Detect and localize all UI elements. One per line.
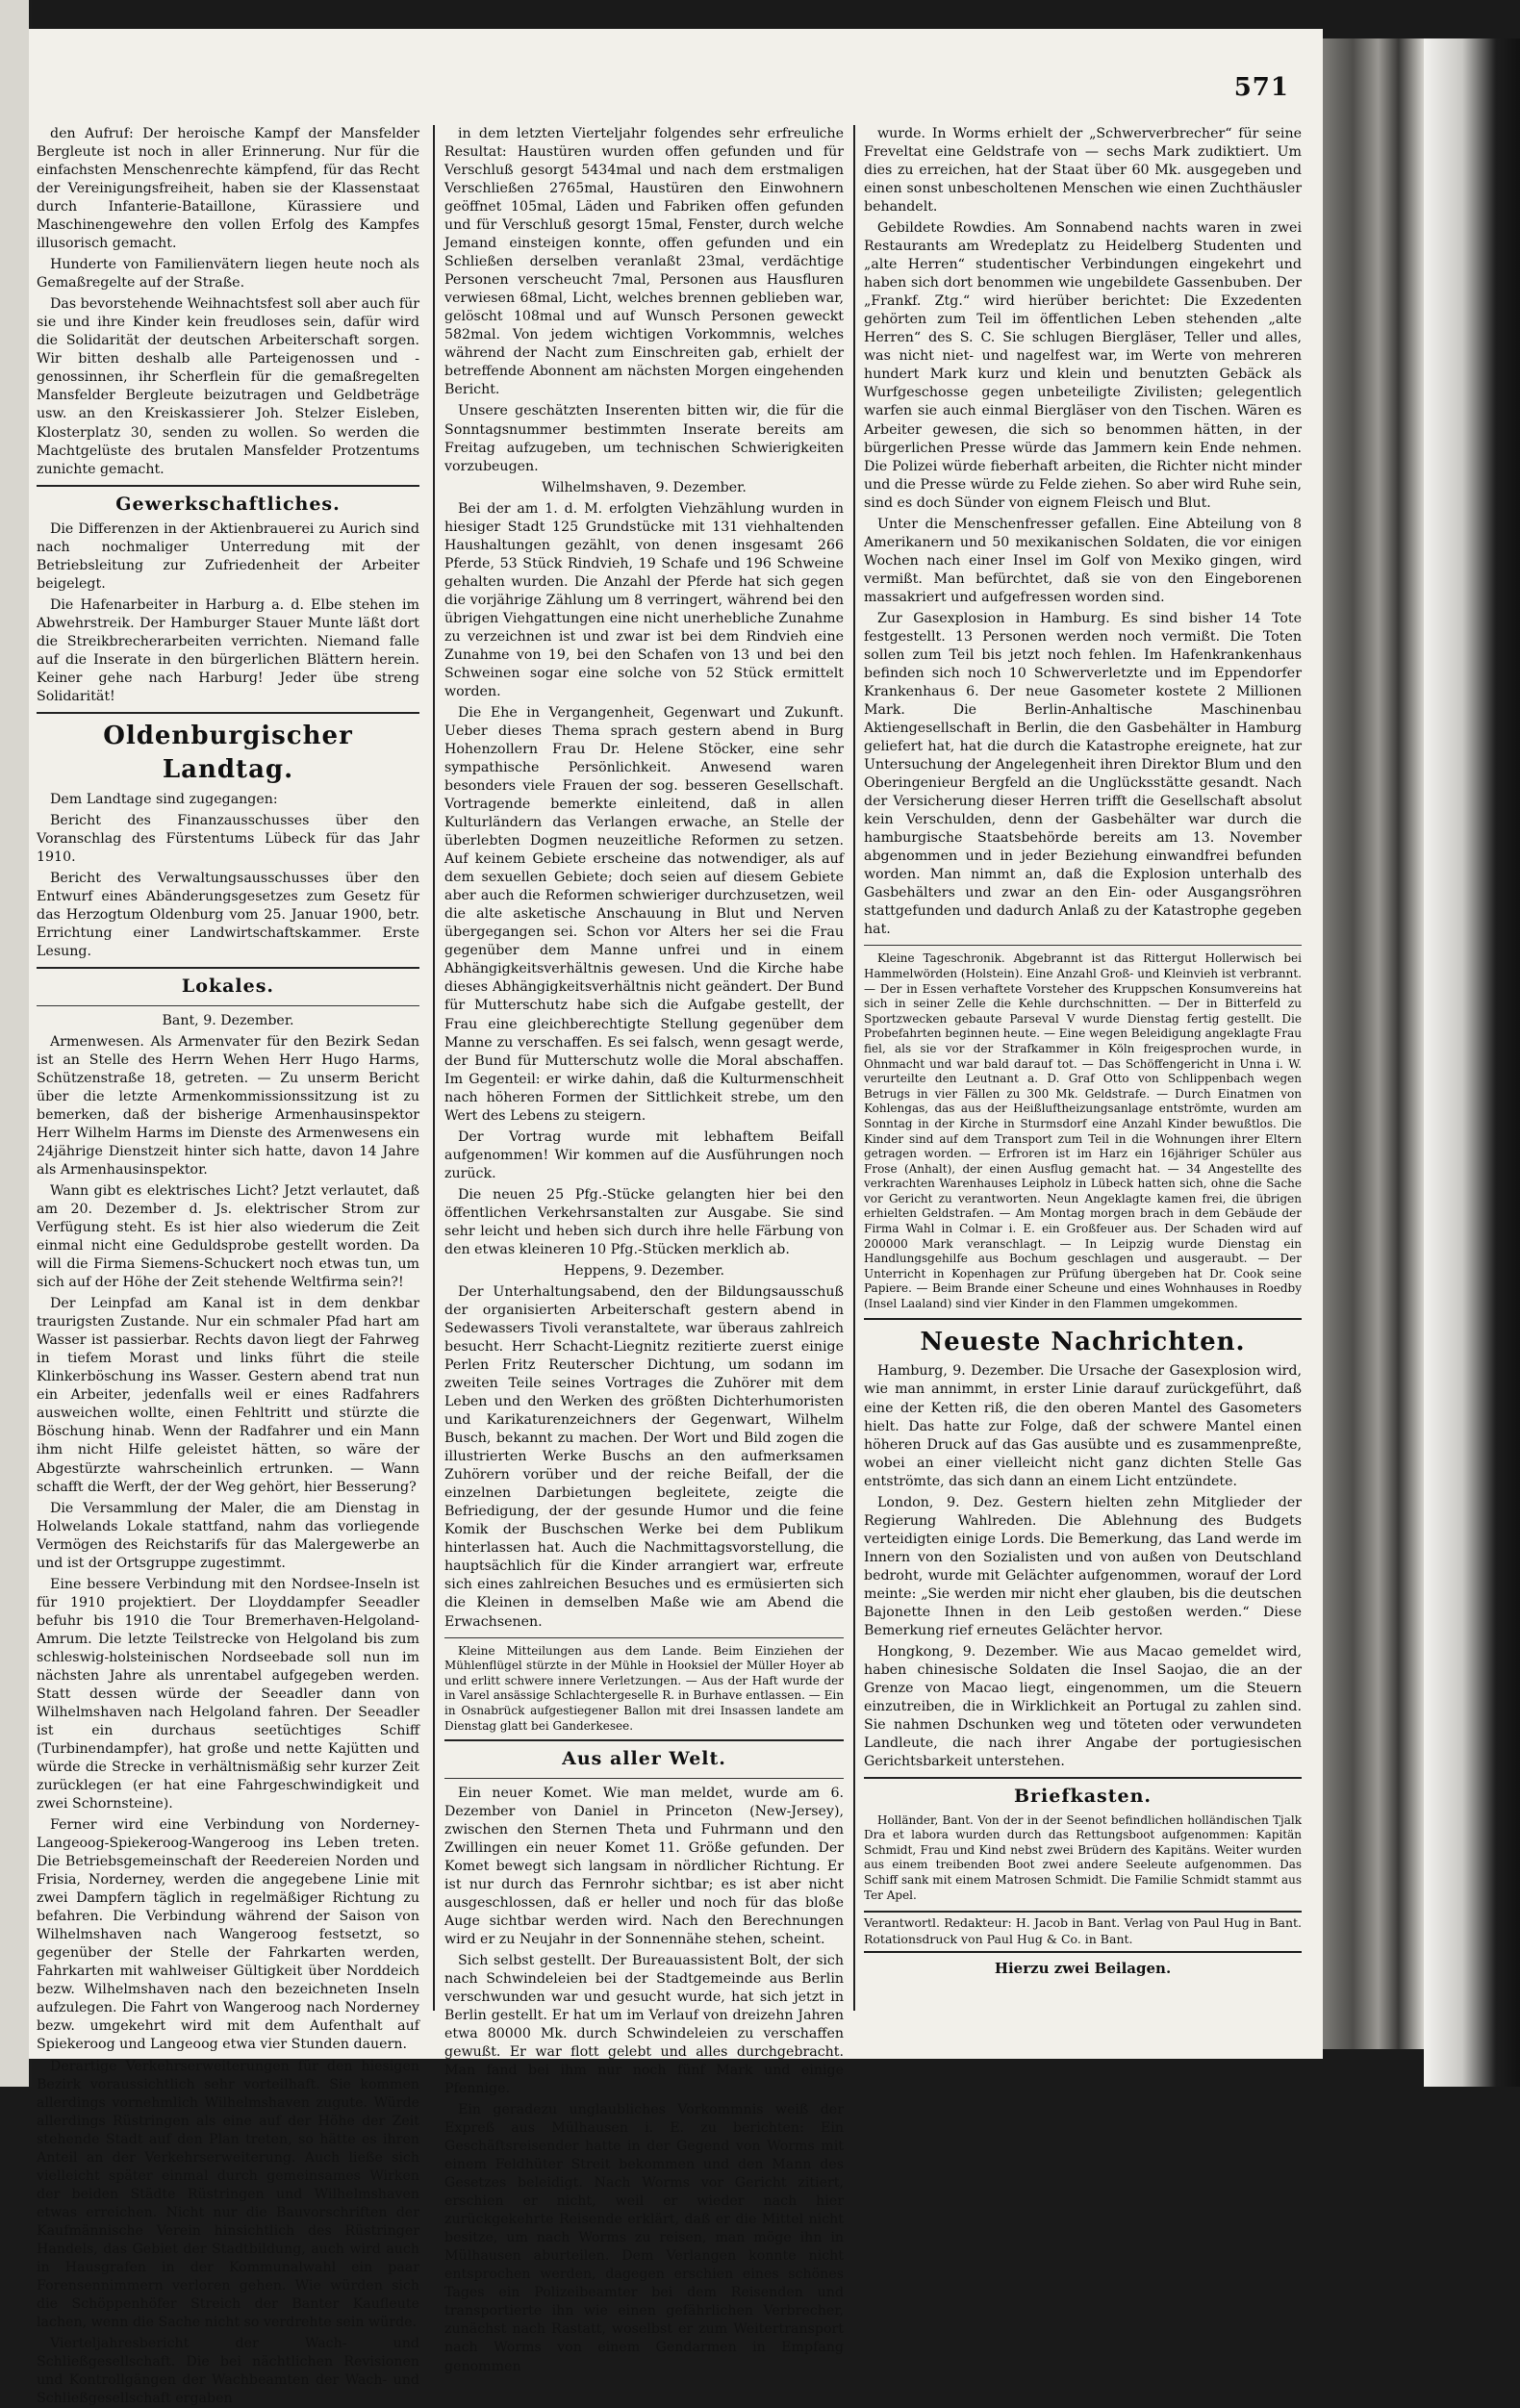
article-paragraph-small: Holländer, Bant. Von der in der Seenot befindlichen holländischen Tjalk Dra et labora wurden durch das Rettungsboot aufgenommen: Kapitän Schmidt, Frau und Kind nebst zwei Brüdern des Kapitäns. Weiter wurden aus einem treibenden Boot zwei andere Seeleute aufgenommen. Das Schiff sank mit einem Matrosen Schmidt. Die Familie Schmidt stammt aus Ter Apel. — [864, 1812, 1302, 1902]
section-rule — [37, 485, 419, 487]
section-heading: Aus aller Welt. — [562, 1748, 726, 1770]
supplement-note: Hierzu zwei Beilagen. — [994, 1959, 1172, 1977]
section-rule — [37, 1005, 419, 1006]
section-rule — [37, 712, 419, 714]
column-3 — [864, 125, 1302, 2011]
newspaper-page — [29, 29, 1323, 2407]
section-rule — [444, 1778, 844, 1779]
column-divider — [433, 125, 435, 2011]
article-paragraph: wurde. In Worms erhielt der „Schwerverbrecher“ für seine Freveltat eine Geldstrafe von — sechs Mark zudiktiert. Um dies zu erreichen, hat der Staat über 60 Mk. ausgegeben und einen sonst unbescholtenen Menschen wie einen Zuchthäusler behandelt. — [864, 126, 1302, 215]
article-paragraph: Der Unterhaltungsabend, den der Bildungsausschuß der organisierten Arbeiterschaft gestern abend in Sedewassers Tivoli veranstaltete, war überaus zahlreich besucht. Herr Schacht-Liegnitz rezitierte zuerst einige Perlen Fritz Reuterscher Dichtung, um sodann im zweiten Teile seines Vortrages die Zuhörer mit dem Leben und den Werken des größten Dichterhumoristen und Karikaturenzeichners der Gegenwart, Wilhelm Busch, bekannt zu machen. Der Wort und Bild zogen die illustrierten Werke Buschs an den aufmerksamen Zuhörern vorüber und der reiche Beifall, der die einzelnen Darbietungen begleitete, zeigte die Befriedigung, der der gesunde Humor und die feine Komik der Buschschen Werke bei dem Publikum hinterlassen hat. Auch die Nachmittagsvorstellung, die hauptsächlich für die Kinder arrangiert war, erfreute sich eines zahlreichen Besuches und es ermüsierten sich die Kleinen in demselben Maße wie am Abend die Erwachsenen. — [444, 1283, 844, 1630]
article-paragraph: Vierteljahresbericht der Wach- und Schließgesellschaft. Die bei nächtlichen Revisionen und Kontrollgängen der Wachbeamten der Wach- und Schließgesellschaft ergaben — [37, 2335, 419, 2407]
page-number: 571 — [1233, 73, 1289, 102]
article-paragraph: Die neuen 25 Pfg.-Stücke gelangten hier bei den öffentlichen Verkehrsanstalten zur Ausgabe. Sie sind sehr leicht und heben sich durch ihre helle Färbung von den etwas kleineren 10 Pfg.-Stücken merklich ab. — [444, 1186, 844, 1257]
article-paragraph: Armenwesen. Als Armenvater für den Bezirk Sedan ist an Stelle des Herrn Wehen Herr Hugo Harms, Schützenstraße 18, getreten. — Zu unserm Bericht über die letzte Armenkommissionssitzung ist zu bemerken, daß der bisherige Armenhausinspektor Herr Wilhelm Harms im Dienste des Armenwesens ein 24jährige Dienstzeit hinter sich hatte, davon 14 Jahre als Armenhausinspektor. — [37, 1033, 419, 1178]
section-rule — [37, 967, 419, 969]
article-paragraph: Eine bessere Verbindung mit den Nordsee-Inseln ist für 1910 projektiert. Der Lloyddampfer Seeadler befuhr bis 1910 die Tour Bremerhaven-Helgoland-Amrum. Die letzte Teilstrecke von Helgoland bis zum schleswig-holsteinischen Nordseebade soll nun im nächsten Jahre als unrentabel aufgegeben werden. Statt dessen würde der Seeadler dann von Wilhelmshaven nach Helgoland fahren. Der Seeadler ist ein durchaus seetüchtiges Schiff (Turbinendampfer), hat große und nette Kajütten und würde die Strecke in verhältnismäßig sehr kurzer Zeit zurücklegen (er hat eine Fahrgeschwindigkeit und zwei Schornsteine). — [37, 1576, 419, 1812]
section-heading: Briefkasten. — [1013, 1786, 1152, 1808]
scan-left-edge — [0, 0, 32, 2087]
column-1 — [37, 125, 419, 2407]
article-paragraph: Bericht des Finanzausschusses über den Voranschlag des Fürstentums Lübeck für das Jahr 1910. — [37, 813, 419, 866]
section-heading: Neueste Nachrichten. — [920, 1327, 1246, 1356]
dateline: Bant, 9. Dezember. — [162, 1012, 294, 1028]
article-paragraph: Die Versammlung der Maler, die am Dienstag in Holwelands Lokale stattfand, nahm das vorliegende Vermögen des Reichstarifs für das Malergewerbe an und ist der Ortsgruppe zugestimmt. — [37, 1500, 419, 1571]
article-paragraph: Gebildete Rowdies. Am Sonnabend nachts waren in zwei Restaurants am Wredeplatz zu Heidelberg Studenten und „alte Herren“ studentischer Verbindungen eingekehrt und haben sich dort benommen wie ungebildete Gassenbuben. Der „Frankf. Ztg.“ wird hierüber berichtet: Die Exzedenten gehörten zum Teil im öffentlichen Leben stehenden „alte Herren“ des S. C. Sie schlugen Biergläser, Teller und alles, was nicht niet- und nagelfest war, im Werte von mehreren hundert Mark kurz und klein und benutzten Gebäck als Wurfgeschosse gegen unbeteiligte Zivilisten; gelegentlich warfen sie auch einmal Biergläser von den Tischen. Wären es Arbeiter gewesen, die sich so benommen hätten, in der bürgerlichen Presse würde das Jammern kein Ende nehmen. Die Polizei würde fieberhaft arbeiten, die Richter nicht minder und die Presse würde zu Felde ziehen. So aber wird Ruhe sein, sind es doch Sünder von eignem Fleisch und Blut. — [864, 220, 1302, 511]
section-rule — [444, 1739, 844, 1741]
article-paragraph: Ein neuer Komet. Wie man meldet, wurde am 6. Dezember von Daniel in Princeton (New-Jersey), zwischen den Sternen Theta und Fuhrmann und den Zwillingen ein neuer Komet 11. Größe gefunden. Der Komet bewegt sich langsam in nördlicher Richtung. Er ist nur durch das Fernrohr sichtbar; es ist aber nicht ausgeschlossen, daß er heller und noch für das bloße Auge sichtbar werden wird. Nach den Berechnungen wird er zu Neujahr in der Sonnennähe stehen, scheint. — [444, 1785, 844, 1947]
article-paragraph: Wann gibt es elektrisches Licht? Jetzt verlautet, daß am 20. Dezember d. Js. elektrischer Strom zur Verfügung steht. Es ist hier also wiederum die Zeit einmal nicht eine Geduldsprobe gestellt worden. Da will die Firma Siemens-Schuckert noch etwas tun, um sich auf der Höhe der Zeit stehende Weltfirma sein?! — [37, 1183, 419, 1291]
column-2 — [444, 125, 844, 2374]
article-paragraph: Hamburg, 9. Dezember. Die Ursache der Gasexplosion wird, wie man annimmt, in erster Linie darauf zurückgeführt, daß eine der Ketten riß, die den oberen Mantel des Gasometers hielt. Das hatte zur Folge, daß der schwere Mantel einen höheren Druck auf das Gas ausübte und es zusammenpreßte, wobei an einer vielleicht nicht ganz dichten Stelle Gas entströmte, das sich dann an einem Licht entzündete. — [864, 1363, 1302, 1489]
section-rule — [864, 1777, 1302, 1779]
article-paragraph: Hongkong, 9. Dezember. Wie aus Macao gemeldet wird, haben chinesische Soldaten die Insel Saojao, die an der Grenze von Macao liegt, eingenommen, um die Steuern einzutreiben, die in Wirklichkeit an Portugal zu zahlen sind. Sie nahmen Dschunken weg und töteten oder verwundeten Landleute, die nach ihrer Angabe der portugiesischen Gerichtsbarkeit unterstehen. — [864, 1643, 1302, 1770]
book-binding-edge — [1424, 38, 1520, 2087]
book-binding — [1323, 38, 1424, 2049]
article-paragraph: Dem Landtage sind zugegangen: — [50, 792, 278, 808]
article-paragraph: Unsere geschätzten Inserenten bitten wir, die für die Sonntagsnummer bestimmten Inserate bereits am Freitag aufzugeben, um technischen Schwierigkeiten vorzubeugen. — [444, 403, 844, 474]
section-heading: Lokales. — [181, 976, 275, 998]
section-heading: Gewerkschaftliches. — [115, 493, 341, 515]
article-paragraph: Ein geradezu unglaubliches Vorkommnis weiß der Expreß aus Mülhausen i. E. zu berichten: Ein Geschäftsreisender hatte in der Gegend von Worms mit einem Feldhüter Streit bekommen und den Mann des Gesetzes beleidigt. Nach Worms vor Gericht zitiert, erschien er nicht, weil er wieder nach hier zurückgekehrte Reisende erklärt, daß er die Mittel nicht besitze, um nach Worms zu reisen, man möge ihn in Mülhausen aburteilen. Dem Verlangen konnte nicht entsprochen werden, dagegen erschien eines schönes Tages ein Polizeibeamter bei dem Reisenden und transportierte ihn wie einen gefährlichen Verbrecher, zunächst nach Rastatt, woselbst er zum Weitertransport nach Worms von einem Gendarmen in Empfang genommen — [444, 2102, 844, 2374]
section-rule — [444, 1637, 844, 1638]
article-paragraph: London, 9. Dez. Gestern hielten zehn Mitglieder der Regierung Wahlreden. Die Ablehnung des Budgets verteidigten einige Lords. Die Bemerkung, das Land werde im Innern von den Sozialisten und von außen von Deutschland bedroht, wurde mit Gelächter aufgenommen, worauf der Lord meinte: „Sie werden mir nicht eher glauben, bis die deutschen Bajonette Ihnen in den Leib gestoßen werden.“ Diese Bemerkung rief erneutes Gelächter hervor. — [864, 1494, 1302, 1638]
article-paragraph: Die Hafenarbeiter in Harburg a. d. Elbe stehen im Abwehrstreik. Der Hamburger Stauer Munte läßt dort die Streikbrecherarbeiten verrichten. Niemand falle auf die Inserate in den bürgerlichen Blättern herein. Keiner gehe nach Harburg! Jeder übe streng Solidarität! — [37, 597, 419, 705]
article-paragraph: Die Ehe in Vergangenheit, Gegenwart und Zukunft. Ueber dieses Thema sprach gestern abend in Burg Hohenzollern Frau Dr. Helene Stöcker, eine sehr sympathische Persönlichkeit. Anwesend waren besonders viele Frauen der sog. besseren Gesellschaft. Vortragende bemerkte einleitend, daß in allen Kulturländern das Verlangen erwache, an Stelle der überlebten Dogmen neuzeitliche Reformen zu setzen. Auf keinem Gebiete erscheine das notwendiger, als auf dem sexuellen Gebiete; doch seien auf diesem Gebiete aber auch die Reformen schwieriger durchzusetzen, weil die alte asketische Anschauung in Blut und Nerven übergegangen sei. Schon vor Alters her sei die Frau gegenüber dem Manne unfrei und in einem Abhängigkeitsverhältnis gewesen. Und die Kirche habe dieses Abhängigkeitsverhältnis nicht geändert. Der Bund für Mutterschutz habe sich die Aufgabe gestellt, der Frau eine gleichberechtigte Stellung gegenüber dem Manne zu verschaffen. Es sei falsch, wenn gesagt werde, der Bund für Mutterschutz wolle die Moral abschaffen. Im Gegenteil: er wirke dahin, daß die Kulturmenschheit nach höheren Formen der Sittlichkeit strebe, um den Wert des Lebens zu steigern. — [444, 704, 844, 1124]
dateline: Heppens, 9. Dezember. — [563, 1262, 725, 1279]
article-paragraph: Der Vortrag wurde mit lebhaftem Beifall aufgenommen! Wir kommen auf die Ausführungen noch zurück. — [444, 1128, 844, 1181]
section-rule — [864, 1318, 1302, 1320]
article-paragraph: Hunderte von Familienvätern liegen heute noch als Gemaßregelte auf der Straße. — [37, 257, 419, 291]
article-paragraph: Der Leinpfad am Kanal ist in dem denkbar traurigsten Zustande. Nur ein schmaler Pfad hart am Wasser ist passierbar. Rechts davon liegt der Fahrweg in tiefem Morast und links führt die steile Klinkerböschung ins Wasser. Gestern abend trat nun ein Arbeiter, jedenfalls weil er eines Radfahrers ausweichen wollte, einen Fehltritt und stürzte die Böschung hinab. Wenn der Radfahrer und ein Mann ihm nicht Hilfe geleistet hätten, so wäre der Abgestürzte wahrscheinlich ertrunken. — Wann schafft die Werft, der der Weg gehört, hier Besserung? — [37, 1296, 419, 1495]
article-paragraph: Die Differenzen in der Aktienbrauerei zu Aurich sind nach nochmaliger Unterredung mit der Betriebsleitung zur Zufriedenheit der Arbeiter beigelegt. — [37, 521, 419, 593]
article-paragraph: Das bevorstehende Weihnachtsfest soll aber auch für sie und ihre Kinder kein freudloses sein, dafür wird die Solidarität der deutschen Arbeiterschaft sorgen. Wir bitten deshalb alle Parteigenossen und -genossinnen, ihr Scherflein für die gemaßregelten Mansfelder Bergleute beizutragen und Geldbeträge usw. an den Kreiskassierer Joh. Stelzer Eisleben, Klosterplatz 30, senden zu wollen. So werden die Machtgelüste des brutalen Mansfelder Protzentums zunichte gemacht. — [37, 296, 419, 477]
imprint: Verantwortl. Redakteur: H. Jacob in Bant. Verlag von Paul Hug in Bant. Rotationsdruck von Paul Hug & Co. in Bant. — [864, 1911, 1302, 1953]
article-paragraph: Bericht des Verwaltungsausschusses über den Entwurf eines Abänderungsgesetzes zum Gesetz für das Herzogtum Oldenburg vom 25. Januar 1900, betr. Errichtung einer Landwirtschaftskammer. Erste Lesung. — [37, 871, 419, 960]
article-paragraph: Sich selbst gestellt. Der Bureauassistent Bolt, der sich nach Schwindeleien bei der Stadtgemeinde aus Berlin verschwunden war und gesucht wurde, hat sich jetzt in Berlin gestellt. Er hat um im Verlauf von dreizehn Jahren etwa 80000 Mk. durch Schwindeleien zu verschaffen gewußt. Er war flott gelebt und alles durchgebracht. Man fand bei ihm nur noch fünf Mark und einige Pfennige. — [444, 1952, 844, 2097]
article-paragraph: Bei der am 1. d. M. erfolgten Viehzählung wurden in hiesiger Stadt 125 Grundstücke mit 131 viehhaltenden Haushaltungen gezählt, von denen insgesamt 266 Pferde, 53 Stück Rindvieh, 19 Schafe und 196 Schweine gehalten wurden. Die Anzahl der Pferde hat sich gegen die vorjährige Zählung um 8 verringert, während bei den übrigen Viehgattungen eine nicht unerhebliche Zunahme zu verzeichnen ist und zwar ist bei dem Rindvieh eine Zunahme von 19, bei den Schafen von 13 und bei den Schweinen sogar eine solche von 52 Stück ermittelt worden. — [444, 500, 844, 699]
article-paragraph: in dem letzten Vierteljahr folgendes sehr erfreuliche Resultat: Haustüren wurden offen gefunden und für Verschluß gesorgt 5434mal und nach dem erstmaligen Verschließen 2765mal, Haustüren den Einwohnern geöffnet 105mal, Läden und Fabriken offen gefunden und für Verschluß gesorgt 15mal, Fenster, durch welche Jemand einsteigen konnte, offen gefunden und ein Schließen derselben veranlaßt 23mal, verdächtige Personen verscheucht 7mal, Personen aus Hausfluren verwiesen 68mal, Licht, welches brennen geblieben war, gelöscht 108mal und auf Wunsch Personen geweckt 582mal. Von jedem wichtigen Vorkommnis, welches während der Nacht zum Einschreiten gab, erhielt der betreffende Abonnent am nächsten Morgen eingehenden Bericht. — [444, 126, 844, 398]
article-paragraph-small: Kleine Tageschronik. Abgebrannt ist das Rittergut Hollerwisch bei Hammelwörden (Holstein). Eine Anzahl Groß- und Kleinvieh ist verbrannt. — Der in Essen verhaftete Vorsteher des Kruppschen Konsumvereins hat sich in seiner Zelle die Kehle durchschnitten. — Der in Bitterfeld zu Sportzwecken gebaute Parseval V wurde Dienstag fertig gestellt. Die Probefahrten beginnen heute. — Eine wegen Beleidigung angeklagte Frau fiel, als sie vor der Strafkammer in Köln freigesprochen wurde, in Ohnmacht und war bald darauf tot. — Das Schöffengericht in Unna i. W. verurteilte den Leutnant a. D. Graf Otto von Schlippenbach wegen Betrugs in vier Fällen zu 300 Mk. Geldstrafe. — Durch Einatmen von Kohlengas, das aus der Heißluftheizungsanlage entströmte, wurden am Sonntag in der Kirche in Sturmsdorf eine Anzahl Kinder bewußtlos. Die Kinder sind auf dem Transport zum Teil in die Wohnungen ihrer Eltern getragen worden. — Erfroren ist im Harz ein 16jähriger Schüler aus Frose (Anhalt), der einen Ausflug gemacht hat. — 34 Angestellte des verkrachten Warenhauses Leipholz in Lübeck hatten sich, ohne die Sache vor Gericht zu verantworten. Neun Angeklagte kamen frei, die übrigen erhielten Geldstrafen. — Am Montag morgen brach in dem Gebäude der Firma Wahl in Colmar i. E. ein Großfeuer aus. Der Schaden wird auf 200000 Mark veranschlagt. — In Leipzig wurde Dienstag ein Handlungsgehilfe aus Bochum geschlagen und ausgeraubt. — Der Unterricht in Kopenhagen zur Prüfung übergeben hat Dr. Cook seine Papiere. — Beim Brande einer Scheune und eines Wohnhauses in Roedby (Insel Laaland) sind vier Kinder in den Flammen umgekommen. — [864, 951, 1302, 1311]
article-paragraph: den Aufruf: Der heroische Kampf der Mansfelder Bergleute ist noch in aller Erinnerung. Nur für die einfachsten Menschenrechte kämpfend, für das Recht der Vereinigungsfreiheit, haben sie der Klassenstaat durch Infanterie-Bataillone, Kürassiere und Maschinengewehre den vollen Erfolg des Kampfes illusorisch gemacht. — [37, 126, 419, 252]
article-paragraph-small: Kleine Mitteilungen aus dem Lande. Beim Einziehen der Mühlenflügel stürzte in der Mühle in Hooksiel der Müller Hoyer ab und erlitt schwere innere Verletzungen. — Aus der Haft wurde der in Varel ansässige Schlachtergeselle R. in Burhave entlassen. — Ein in Osnabrück aufgestiegener Ballon mit drei Insassen landete am Dienstag glatt bei Ganderkesee. — [444, 1643, 844, 1733]
section-heading: Oldenburgischer Landtag. — [103, 722, 353, 785]
article-paragraph: Unter die Menschenfresser gefallen. Eine Abteilung von 8 Amerikanern und 50 mexikanischen Soldaten, die vor einigen Wochen nach einer Insel im Golf von Mexiko gingen, wird vermißt. Man befürchtet, daß sie von den Eingeborenen massakriert und aufgefressen worden sind. — [864, 516, 1302, 605]
article-paragraph: Derartige Verkehrserweiterungen für den hiesigen Bezirk voraussichtlich sehr vorteilhaft. Sie kommen allerdings vornehmlich Wilhelmshaven zugute. Würde allerdings Rüstringen als eine auf der Höhe der Zeit stehende Stadt auf den Plan treten, so hätte es ihren Anteil an der Verkehrserweiterung. Auch ließe sich vielleicht später einmal durch gemeinsames Wirken der beiden Städte Rüstringen und Wilhelmshaven etwas erreichen. Nicht nur die Bauvorschriften der Kaufmännische Verein hinsichtlich des Rüstringer Handels, das Gebiet der Stadtbildung, auch wird auch in Hausgrafen in der Kommunalwahl ein paar Forensennimmern verloren gehen. Wie würden sich die Schöppenhöfer Streich der Banter Kaufleute lachen, wenn die Sache nicht so verdrehte sein würde. — [37, 2058, 419, 2330]
section-rule — [864, 945, 1302, 946]
dateline: Wilhelmshaven, 9. Dezember. — [542, 479, 747, 495]
article-paragraph: Ferner wird eine Verbindung von Norderney-Langeoog-Spiekeroog-Wangeroog ins Leben treten. Die Betriebsgemeinschaft der Reedereien Norden und Frisia, Norderney, werden die angegebene Linie mit zwei Dampfern täglich in regelmäßiger Richtung zu befahren. Die Verbindung während der Saison von Wilhelmshaven nach Wangeroog festsetzt, so gegenüber der Stelle der Fahrkarten werden, Fahrkarten mit wahlweiser Gültigkeit über Norddeich bezw. Wilhelmshaven nach den bezeichneten Inseln aufzulegen. Die Fahrt von Wangeroog nach Norderney bezw. umgekehrt wird mit dem Aufenthalt auf Spiekeroog und Langeoog etwa vier Stunden dauern. — [37, 1817, 419, 2053]
article-paragraph: Zur Gasexplosion in Hamburg. Es sind bisher 14 Tote festgestellt. 13 Personen werden noch vermißt. Die Toten sollen zum Teil bis jetzt noch fehlen. Im Hafenkrankenhaus befinden sich noch 10 Schwerverletzte und im Eppendorfer Krankenhaus 6. Der neue Gasometer kostete 2 Millionen Mark. Die Berlin-Anhaltische Maschinenbau Aktiengesellschaft in Berlin, die den Gasbehälter in Hamburg geliefert hat, hat die durch die Katastrophe ereignete, hat zur Untersuchung der Angelegenheit ihren Direktor Blum und den Oberingenieur Bergfeld an die Unglücksstätte gesandt. Nach der Versicherung dieser Herren trifft die Gesellschaft absolut kein Verschulden, denn der Gasbehälter war durch die hamburgische Staatsbehörde bereits am 13. November abgenommen und in jeder Beziehung einwandfrei befunden worden. Man nimmt an, daß die Explosion unterhalb des Gasbehälters und zwar an den Ein- oder Ausgangsröhren stattgefunden und dadurch Anlaß zu der Katastrophe gegeben hat. — [864, 610, 1302, 938]
column-divider — [853, 125, 855, 2011]
